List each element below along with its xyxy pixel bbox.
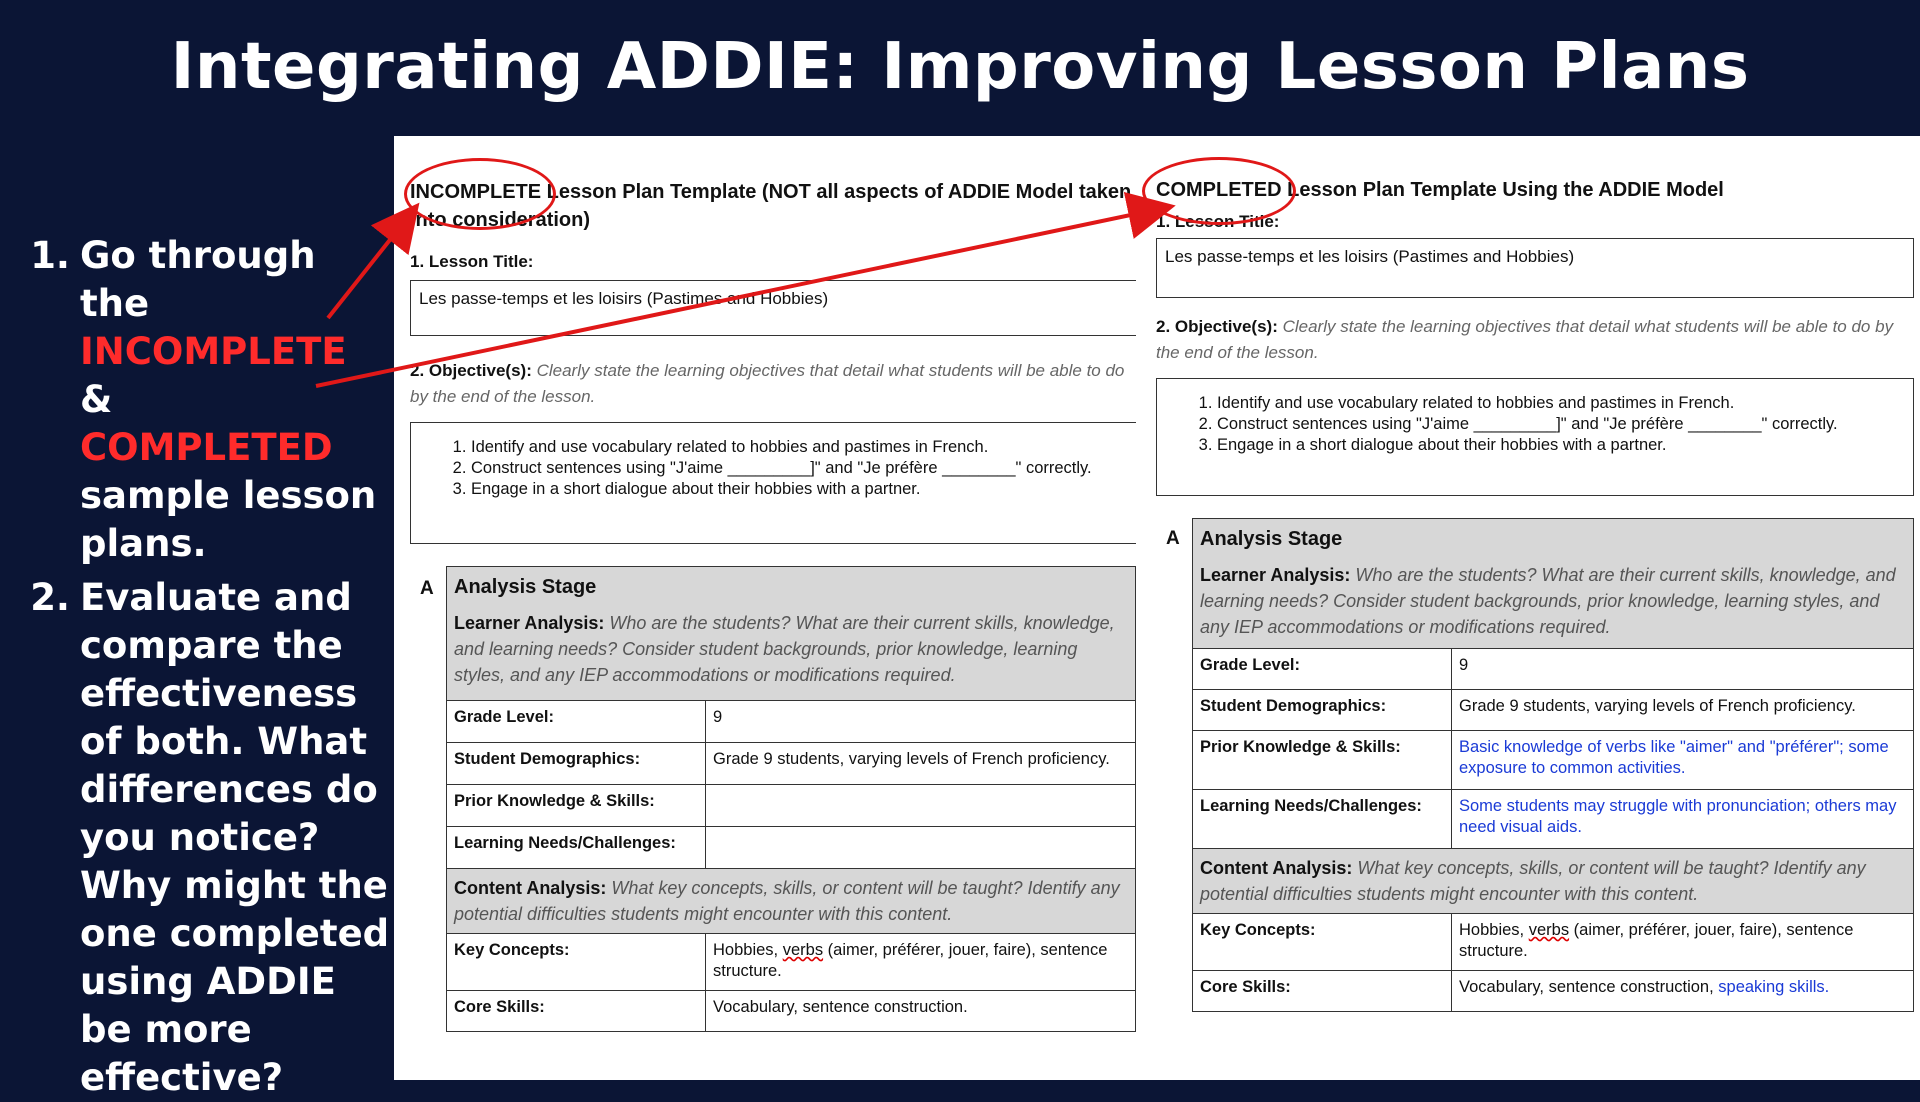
learner-analysis-cell: Analysis Stage Learner Analysis: Who are the students? What are their current skills, knowledge, and learning needs? Consider student backgrounds, prior knowledge, learning styles, and any IEP accommodations or modifications required.: [447, 567, 1136, 701]
objective-item: 1. Identify and use vocabulary related to hobbies and pastimes in French.: [471, 437, 1136, 458]
instruction-rest: sample lesson plans.: [80, 474, 377, 565]
lesson-title-box: Les passe-temps et les loisirs (Pastimes and Hobbies): [410, 280, 1136, 336]
instruction-number: 1.: [30, 234, 70, 277]
stage-title: Analysis Stage: [454, 576, 597, 598]
ampersand: &: [80, 378, 113, 421]
stage-title: Analysis Stage: [1200, 528, 1343, 550]
table-row: Grade Level: 9: [447, 701, 1136, 743]
objective-item: 1. Identify and use vocabulary related to hobbies and pastimes in French.: [1217, 393, 1913, 414]
objective-item: 3. Engage in a short dialogue about their hobbies with a partner.: [471, 479, 1136, 500]
slide-title: Integrating ADDIE: Improving Lesson Plans: [170, 30, 1750, 104]
table-row: Key Concepts: Hobbies, verbs (aimer, préférer, jouer, faire), sentence structure.: [1193, 914, 1914, 971]
table-row: Student Demographics: Grade 9 students, varying levels of French proficiency.: [447, 743, 1136, 785]
table-row: Grade Level: 9: [1193, 649, 1914, 690]
learner-analysis-cell: Analysis Stage Learner Analysis: Who are the students? What are their current skills, knowledge, and learning needs? Consider student backgrounds, prior knowledge, learning styles, and any IEP accommodations or modifications required.: [1193, 519, 1914, 649]
instruction-lead: Go through the: [80, 234, 316, 325]
section-letter: A: [1166, 528, 1180, 549]
objective-label: 2. Objective(s): Clearly state the learning objectives that detail what students will be able to do by the end of the lesson.: [410, 361, 1125, 406]
table-row: Student Demographics: Grade 9 students, varying levels of French proficiency.: [1193, 690, 1914, 731]
objective-item: 2. Construct sentences using "J'aime _________]" and "Je préfère ________" correctly.: [1217, 414, 1913, 435]
content-analysis-cell: Content Analysis: What key concepts, skills, or content will be taught? Identify any potential difficulties students might encounter with this content.: [447, 869, 1136, 934]
table-row: Prior Knowledge & Skills: Basic knowledge of verbs like "aimer" and "préférer"; some exposure to common activities.: [1193, 731, 1914, 790]
incomplete-doc-heading: INCOMPLETE Lesson Plan Template (NOT all aspects of ADDIE Model taken into consideration): [410, 181, 1132, 231]
arrow-to-completed: [316, 208, 1164, 386]
table-row: Learning Needs/Challenges:: [447, 827, 1136, 869]
table-row: Core Skills: Vocabulary, sentence construction.: [447, 991, 1136, 1032]
table-row: Prior Knowledge & Skills:: [447, 785, 1136, 827]
instruction-text: Evaluate and compare the effectiveness of both. What differences do you notice? Why might the one completed using ADDIE be more effective?: [80, 576, 390, 1099]
objective-label: 2. Objective(s): Clearly state the learning objectives that detail what students will be able to do by the end of the lesson.: [1156, 317, 1894, 362]
table-row: Learning Needs/Challenges: Some students may struggle with pronunciation; others may need visual aids.: [1193, 790, 1914, 849]
lesson-title-label: 1. Lesson Title:: [1156, 212, 1280, 231]
objective-item: 2. Construct sentences using "J'aime _________]" and "Je préfère ________" correctly.: [471, 458, 1136, 479]
completed-doc-heading: COMPLETED Lesson Plan Template Using the ADDIE Model: [1156, 179, 1724, 201]
objective-item: 3. Engage in a short dialogue about their hobbies with a partner.: [1217, 435, 1913, 456]
instruction-number: 2.: [30, 576, 70, 619]
arrow-to-incomplete: [328, 212, 412, 318]
incomplete-keyword: INCOMPLETE: [80, 330, 347, 373]
table-row: Key Concepts: Hobbies, verbs (aimer, préférer, jouer, faire), sentence structure.: [447, 934, 1136, 991]
content-analysis-cell: Content Analysis: What key concepts, skills, or content will be taught? Identify any potential difficulties students might encounter with this content.: [1193, 849, 1914, 914]
lesson-title-box: Les passe-temps et les loisirs (Pastimes and Hobbies): [1156, 238, 1914, 298]
lesson-title-label: 1. Lesson Title:: [410, 252, 534, 271]
table-row: Core Skills: Vocabulary, sentence construction, speaking skills.: [1193, 971, 1914, 1012]
section-letter: A: [420, 578, 434, 599]
completed-keyword: COMPLETED: [80, 426, 333, 469]
